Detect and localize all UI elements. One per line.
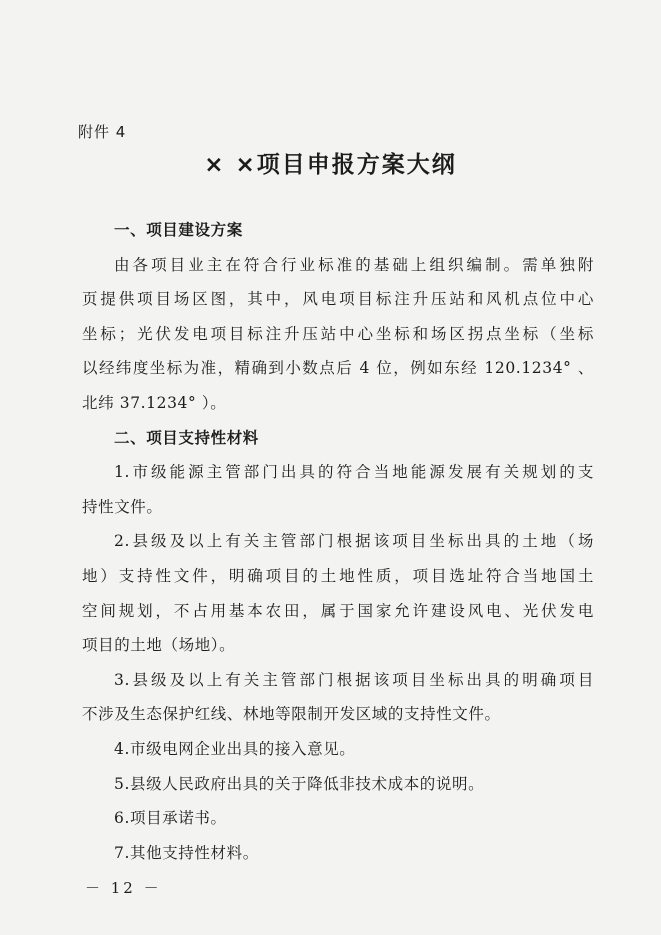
list-item: 5.县级人民政府出具的关于降低非技术成本的说明。 [114, 774, 485, 793]
attachment-label: 附件 4 [78, 123, 127, 141]
page-number: － 12 － [85, 879, 162, 897]
paragraph-line: 空间规划，不占用基本农田，属于国家允许建设风电、光伏发电 [82, 601, 594, 620]
list-item: 6.项目承诺书。 [114, 809, 227, 828]
section-heading-supporting-materials: 二、项目支持性材料 [114, 428, 259, 447]
paragraph-line: 持性文件。 [82, 497, 163, 516]
paragraph-line: 不涉及生态保护红线、林地等限制开发区域的支持性文件。 [82, 705, 501, 724]
paragraph-construction-plan [82, 248, 594, 421]
list-item: 7.其他支持性材料。 [114, 843, 259, 862]
document-body [82, 213, 594, 870]
paragraph-line: 由各项目业主在符合行业标准的基础上组织编制。需单独附 [114, 255, 594, 274]
paragraph-line: 以经纬度坐标为准，精确到小数点后 4 位，例如东经 120.1234° 、 [82, 359, 594, 378]
list-item [82, 663, 594, 732]
paragraph-line: 3.县级及以上有关主管部门根据该项目坐标出具的明确项目 [114, 670, 594, 689]
paragraph-line: 项目的土地（场地）。 [82, 636, 236, 655]
list-item [82, 455, 594, 524]
paragraph-line: 地）支持性文件，明确项目的土地性质，项目选址符合当地国土 [82, 566, 594, 585]
paragraph-line: 坐标；光伏发电项目标注升压站中心坐标和场区拐点坐标（坐标 [82, 324, 594, 343]
document-title: × ×项目申报方案大纲 [204, 152, 457, 178]
paragraph-line: 页提供项目场区图，其中，风电项目标注升压站和风机点位中心 [82, 290, 594, 309]
section-heading-construction-plan: 一、项目建设方案 [114, 221, 243, 239]
paragraph-line: 2.县级及以上有关主管部门根据该项目坐标出具的土地（场 [114, 532, 594, 551]
paragraph-line: 1.市级能源主管部门出具的符合当地能源发展有关规划的支 [114, 463, 594, 482]
paragraph-line: 北纬 37.1234° ）。 [82, 393, 227, 412]
list-item: 4.市级电网企业出具的接入意见。 [114, 739, 356, 758]
list-item [82, 524, 594, 662]
